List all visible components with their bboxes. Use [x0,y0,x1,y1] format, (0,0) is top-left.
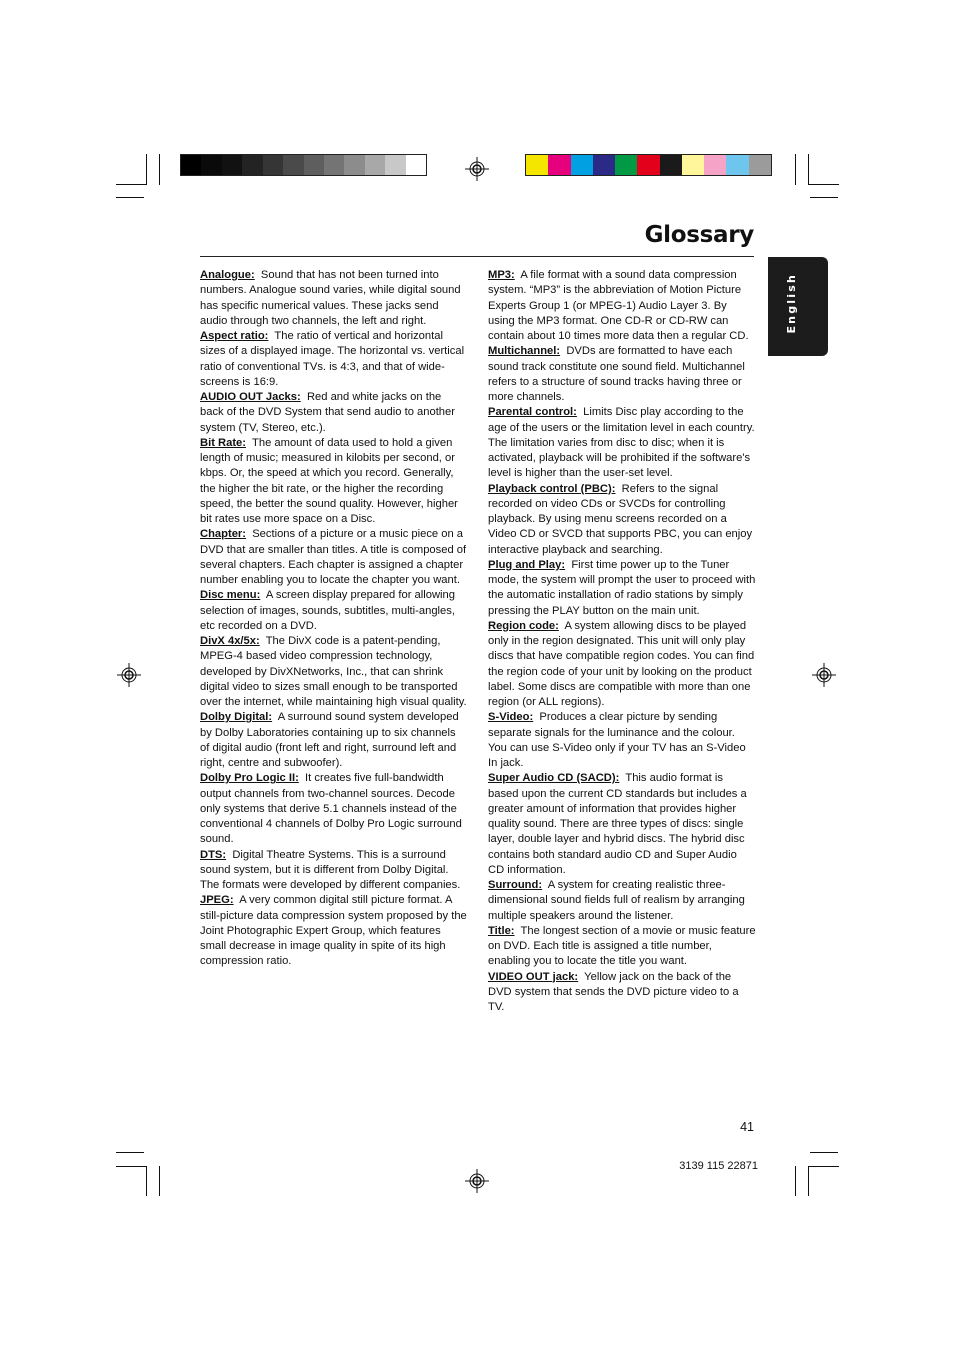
color-swatch [726,155,748,175]
glossary-term: JPEG: [200,894,234,907]
glossary-definition: Produces a clear picture by sending separate signals for the luminance and the colour. You can use S-Video only if your TV has an S-Video In jack. [488,711,746,769]
color-swatch [749,155,771,175]
glossary-term: Region code: [488,619,559,632]
crop-mark [810,1152,838,1153]
glossary-entry [200,893,467,969]
glossary-definition: Yellow jack on the back of the DVD system that sends the DVD picture video to a TV. [488,970,739,1013]
glossary-definition: A system for creating realistic three-dimensional sound fields full of realism by arranging multiple speakers around the listener. [488,879,745,922]
registration-mark-icon [465,157,489,181]
glossary-term: DivX 4x/5x: [200,635,260,647]
glossary-entry [200,390,467,436]
glossary-term: Multichannel: [488,345,561,358]
glossary-definition: Limits Disc play according to the age of the users or the limitation level in each country. The limitation varies from disc to disc; when it is activated, playback will be prohibited if the software's level is higher than the user-set level. [488,406,755,480]
glossary-entry [200,268,467,329]
glossary-term: Playback control (PBC): [488,482,616,495]
glossary-term: S-Video: [488,711,534,724]
glossary-term: Parental control: [488,406,577,419]
glossary-definition: Refers to the signal recorded on video CDs or SVCDs for controlling playback. By using menu screens recorded on a Video CD or SVCD that supports PBC, you can enjoy interactive playback and searching. [488,482,753,556]
color-swatch [222,155,242,175]
glossary-entry [200,710,467,771]
color-swatch [682,155,704,175]
color-calibration-bar [525,154,772,176]
glossary-term: Dolby Pro Logic II: [200,772,299,785]
glossary-entry [488,482,756,558]
crop-mark [808,1166,809,1196]
crop-mark [146,1166,147,1196]
color-swatch [324,155,344,175]
color-swatch [637,155,659,175]
glossary-entry [488,619,756,711]
glossary-term: Plug and Play: [488,558,566,571]
glossary-definition: The longest section of a movie or music feature on DVD. Each title is assigned a title number, enabling you to locate the title you want. [488,924,756,968]
registration-mark-icon [465,1169,489,1193]
glossary-definition: The DivX code is a patent-pending, MPEG-4 based video compression technology, developed by DivXNetworks, Inc., that can shrink digital video to sizes small enough to be transported over the internet, while maintaining high visual quality. [200,635,467,708]
color-swatch [344,155,364,175]
glossary-entry [488,268,756,344]
color-swatch [242,155,262,175]
glossary-column-right [488,268,756,1015]
glossary-term: Super Audio CD (SACD): [488,772,620,785]
crop-mark [146,154,147,185]
color-swatch [283,155,303,175]
glossary-definition: A file format with a sound data compression system. “MP3” is the abbreviation of Motion Picture Experts Group 1 (or MPEG-1) Audio Layer 3. By using the MP3 format. One CD-R or CD-RW can contain about 10 times more data then a regular CD. [488,269,749,342]
glossary-definition: Sections of a picture or a music piece on a DVD that are smaller than titles. A title is composed of several chapters. Each chapter is assigned a chapter number enabling you to locate the chapter you want. [200,528,467,586]
glossary-entry [200,329,467,390]
glossary-definition: A system allowing discs to be played only in the region designated. This unit will only play discs that have compatible region codes. You can find the region code of your unit by looking on the product label. Some discs are compatible with more than one region (or ALL regions). [488,619,755,708]
color-swatch [365,155,385,175]
color-swatch [201,155,221,175]
glossary-term: MP3: [488,269,515,281]
crop-mark [116,1166,147,1167]
crop-mark [808,1166,839,1167]
crop-mark [116,1152,144,1153]
crop-mark [795,154,796,185]
glossary-entry [200,634,467,710]
glossary-term: Bit Rate: [200,436,246,449]
glossary-definition: Digital Theatre Systems. This is a surround sound system, but it is different from Dolby Digital. The formats were developed by different companies. [200,848,461,891]
crop-mark [808,184,839,185]
glossary-term: Aspect ratio: [200,330,269,342]
title-rule [200,256,754,257]
glossary-entry [488,710,756,771]
glossary-entry [488,771,756,878]
crop-mark [116,184,147,185]
crop-mark [795,1166,796,1196]
glossary-term: AUDIO OUT Jacks: [200,391,301,403]
glossary-entry [200,848,467,894]
glossary-entry [488,405,756,481]
glossary-entry [200,436,467,528]
document-code: 3139 115 22871 [679,1160,758,1172]
color-swatch [571,155,593,175]
registration-mark-icon [117,663,141,687]
glossary-definition: This audio format is based upon the current CD standards but includes a greater amount of information that provides higher quality sound. There are three types of discs: single layer, double layer and hybrid discs. The hybrid disc contains both standard audio CD and Super Audio CD information. [488,772,747,876]
glossary-definition: DVDs are formatted to have each sound track constitute one sound field. Multichannel refers to a structure of sound tracks having three or more channels. [488,345,745,403]
glossary-term: Analogue: [200,269,255,281]
glossary-term: Dolby Digital: [200,711,273,724]
glossary-entry [200,771,467,847]
glossary-definition: Sound that has not been turned into numbers. Analogue sound varies, while digital sound has specific numerical values. These jacks send audio through two channels, the left and right. [200,269,461,327]
glossary-definition: The ratio of vertical and horizontal sizes of a displayed image. The horizontal vs. vertical ratio of conventional TVs. is 4:3, and that of wide-screens is 16:9. [200,330,465,388]
color-swatch [304,155,324,175]
glossary-term: Chapter: [200,528,246,541]
color-swatch [660,155,682,175]
glossary-entry [200,527,467,588]
glossary-definition: A surround sound system developed by Dolby Laboratories containing up to six channels of digital audio (front left and right, surround left and right, centre and subwoofer). [200,711,459,769]
glossary-entry [488,924,756,970]
glossary-entry [200,588,467,634]
glossary-definition: Red and white jacks on the back of the DVD System that send audio to another system (TV, Stereo, etc.). [200,391,455,434]
glossary-column-left [200,268,467,970]
glossary-definition: A screen display prepared for allowing selection of images, sounds, subtitles, multi-angles, etc recorded on a DVD. [200,589,455,632]
language-tab [768,257,828,356]
glossary-definition: First time power up to the Tuner mode, the system will prompt the user to proceed with the automatic installation of radio stations by simply pressing the PLAY button on the main unit. [488,558,756,617]
crop-mark [159,154,160,185]
color-swatch [548,155,570,175]
glossary-term: DTS: [200,848,227,861]
glossary-term: Title: [488,924,515,937]
glossary-term: Surround: [488,879,543,891]
glossary-definition: It creates five full-bandwidth output channels from two-channel sources. Decode only systems that derive 5.1 channels instead of the conventional 4 channels of Dolby Pro Logic surround sound. [200,772,462,846]
color-swatch [526,155,548,175]
color-swatch [593,155,615,175]
glossary-term: Disc menu: [200,589,261,602]
glossary-definition: A very common digital still picture format. A still-picture data compression system proposed by the Joint Photographic Expert Group, which features small decrease in image quality in spite of its high compression ratio. [200,894,467,968]
color-swatch [385,155,405,175]
glossary-entry [488,970,756,1016]
language-tab-label: English [785,273,798,334]
color-swatch [406,155,426,175]
crop-mark [159,1166,160,1196]
glossary-entry [488,558,756,619]
grayscale-calibration-bar [180,154,427,176]
page-number: 41 [740,1120,754,1134]
color-swatch [704,155,726,175]
crop-mark [810,197,838,198]
glossary-entry [488,878,756,924]
crop-mark [808,154,809,185]
color-swatch [181,155,201,175]
crop-mark [116,197,144,198]
color-swatch [263,155,283,175]
glossary-definition: The amount of data used to hold a given length of music; measured in kilobits per second, or kbps. Or, the speed at which you record. Generally, the higher the bit rate, or the higher the recording speed, the better the sound quality. However, higher bit rates use more space on a Disc. [200,436,458,525]
color-swatch [615,155,637,175]
glossary-entry [488,344,756,405]
page-title: Glossary [644,222,754,248]
registration-mark-icon [812,663,836,687]
glossary-term: VIDEO OUT jack: [488,970,579,983]
